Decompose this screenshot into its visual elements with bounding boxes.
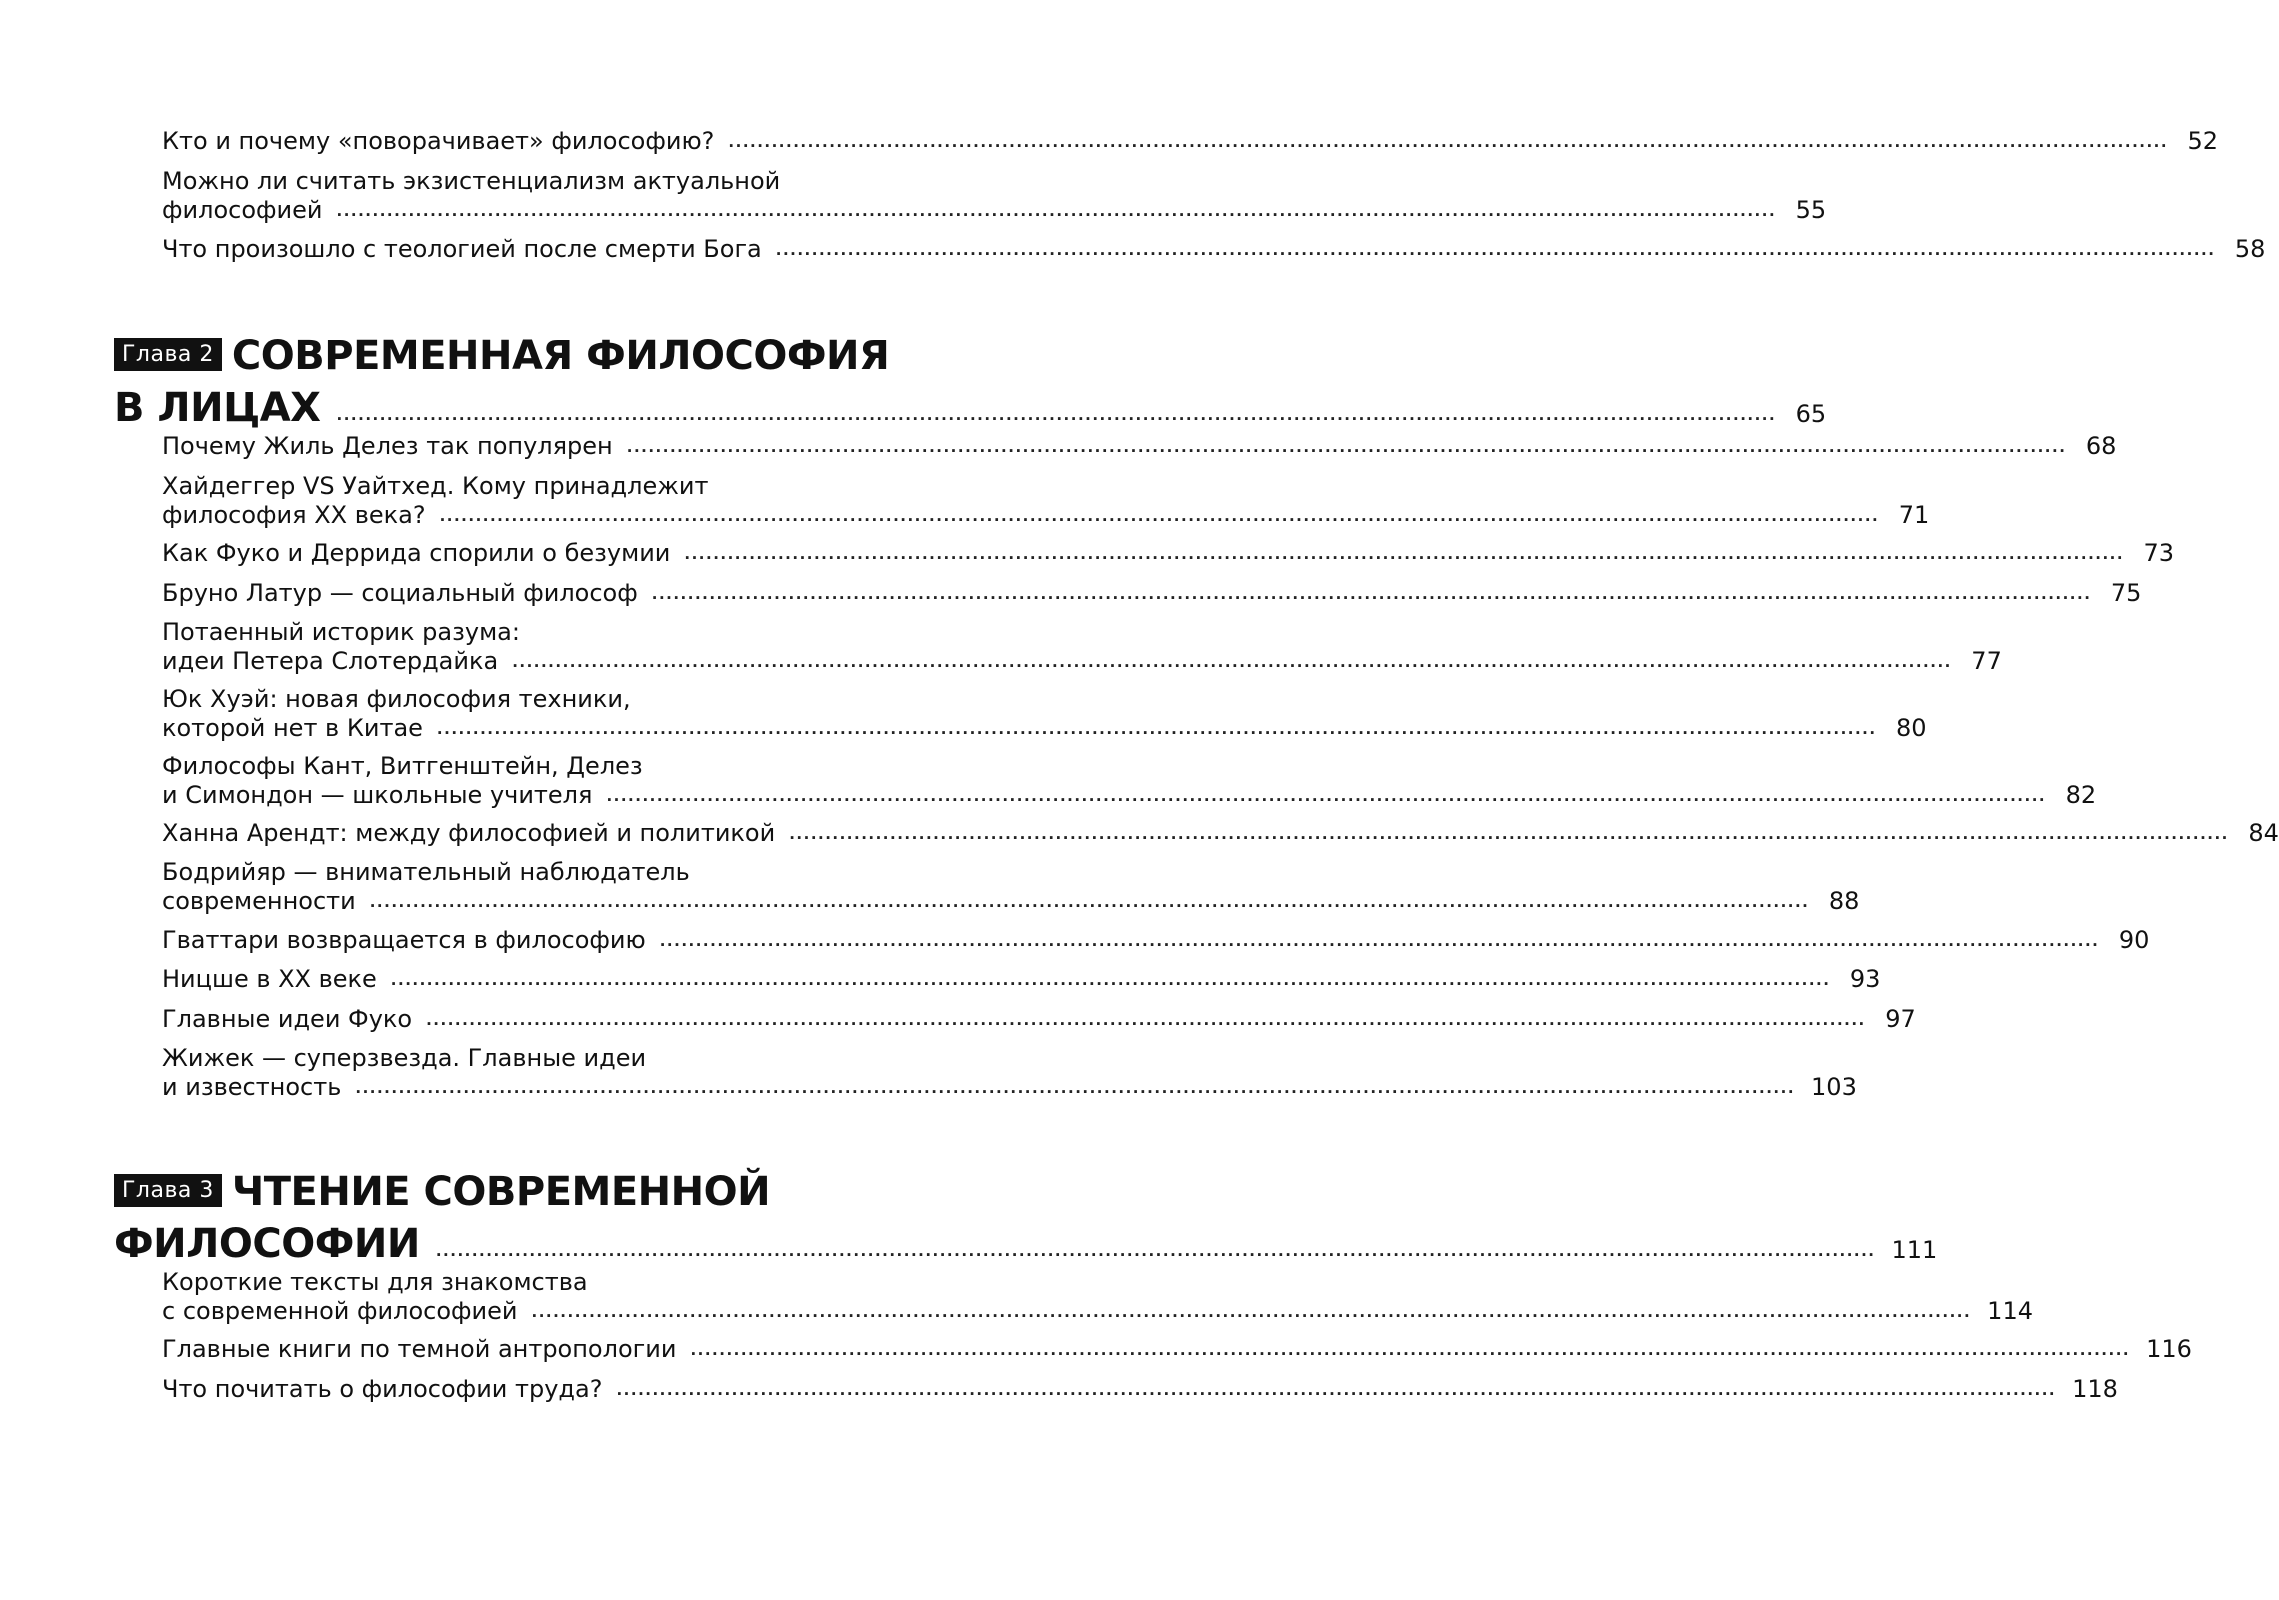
dot-leader: ........................................................................................................................................................................................................ (690, 1341, 2131, 1359)
toc-entry-title: Почему Жиль Делез так популярен (162, 432, 613, 460)
toc-entry[interactable] (162, 684, 1927, 742)
toc-entry-title-cont: философия ХХ века? (162, 501, 426, 529)
toc-entry[interactable] (162, 617, 2002, 675)
toc-entry[interactable] (162, 751, 2097, 809)
dot-leader: ........................................................................................................................................................................................................ (789, 825, 2229, 843)
toc-page-number: 88 (1828, 887, 1860, 915)
dot-leader: ........................................................................................................................................................................................................ (355, 1079, 1796, 1097)
chapter-page-number: 111 (1891, 1236, 1938, 1264)
dot-leader: ........................................................................................................................................................................................................ (336, 202, 1777, 220)
toc-entry-line (162, 234, 2266, 263)
toc-page-number: 73 (2143, 539, 2175, 567)
toc-page-number: 93 (1849, 965, 1881, 993)
toc-entry-title: Гваттари возвращается в философию (162, 926, 646, 954)
chapter-title-cont: В ЛИЦАХ (114, 385, 321, 431)
dot-leader: ........................................................................................................................................................................................................ (606, 787, 2047, 805)
toc-entry-line (162, 166, 868, 195)
toc-entry[interactable] (162, 1267, 2033, 1325)
toc-entry[interactable] (162, 1334, 2192, 1363)
toc-page-number: 82 (2065, 781, 2097, 809)
toc-entry-title: Ханна Арендт: между философией и политикой (162, 819, 776, 847)
toc-entry-line (162, 751, 868, 780)
toc-entry-line (162, 195, 1827, 224)
toc-page-number: 71 (1898, 501, 1930, 529)
toc-entry-title: Кто и почему «поворачивает» философию? (162, 127, 715, 155)
toc-entry-title: Бодрийяр — внимательный наблюдатель (162, 858, 690, 886)
chapter-heading-line (114, 376, 1827, 431)
toc-entry-title: Главные книги по темной антропологии (162, 1335, 677, 1363)
toc-page-number: 97 (1885, 1005, 1916, 1033)
toc-entry-title: Что произошло с теологией после смерти Бога (162, 235, 762, 263)
chapter-badge: Глава 2 (114, 338, 222, 371)
toc-entry-line (162, 1043, 868, 1072)
toc-entry[interactable] (162, 818, 2279, 847)
toc-entry-title: Короткие тексты для знакомства (162, 1268, 588, 1296)
chapter-heading[interactable] (114, 324, 1827, 431)
chapter-badge: Глава 3 (114, 1174, 222, 1207)
dot-leader: ........................................................................................................................................................................................................ (626, 438, 2067, 456)
toc-entry[interactable] (162, 925, 2150, 954)
toc-entry-line (162, 578, 2142, 607)
toc-page-number: 114 (1987, 1297, 2033, 1325)
toc-entry-line (162, 646, 2002, 675)
toc-entry-line (162, 1296, 2033, 1325)
toc-page-number: 58 (2234, 235, 2266, 263)
toc-page-number: 118 (2072, 1375, 2118, 1403)
dot-leader: ........................................................................................................................................................................................................ (775, 241, 2216, 259)
toc-entry-title: Ницше в ХХ веке (162, 965, 377, 993)
toc-entry-line (162, 126, 2219, 155)
toc-entry-line (162, 925, 2150, 954)
toc-entry-line (162, 431, 2117, 460)
dot-leader: ........................................................................................................................................................................................................ (439, 507, 1880, 525)
toc-entry-title: Хайдеггер VS Уайтхед. Кому принадлежит (162, 472, 709, 500)
toc-entry[interactable] (162, 126, 2219, 155)
chapter-heading[interactable] (114, 1160, 1938, 1267)
toc-entry-line (162, 964, 1881, 993)
toc-entry-line (162, 538, 2175, 567)
toc-entry-title: Потаенный историк разума: (162, 618, 520, 646)
toc-entry-line (162, 886, 1860, 915)
toc-entry-title-cont: с современной философией (162, 1297, 518, 1325)
toc-entry[interactable] (162, 431, 2117, 460)
toc-entry-title: Главные идеи Фуко (162, 1005, 413, 1033)
toc-entry-title: Можно ли считать экзистенциализм актуальной (162, 167, 781, 195)
toc-entry-title-cont: и Симондон — школьные учителя (162, 781, 593, 809)
dot-leader: ........................................................................................................................................................................................................ (390, 971, 1831, 989)
chapter-title-cont: ФИЛОСОФИИ (114, 1221, 420, 1267)
toc-page-number: 68 (2085, 432, 2117, 460)
toc-page-number: 55 (1795, 196, 1827, 224)
dot-leader: ........................................................................................................................................................................................................ (531, 1303, 1972, 1321)
toc-entry-title-cont: идеи Петера Слотердайка (162, 647, 499, 675)
dot-leader: ........................................................................................................................................................................................................ (512, 653, 1952, 671)
toc-entry-title-cont: и известность (162, 1073, 342, 1101)
toc-entry[interactable] (162, 964, 1881, 993)
toc-entry-title: Что почитать о философии труда? (162, 1375, 603, 1403)
dot-leader: ........................................................................................................................................................................................................ (684, 545, 2125, 563)
toc-entry[interactable] (162, 1043, 1857, 1101)
dot-leader: ........................................................................................................................................................................................................ (436, 720, 1877, 738)
chapter-title: СОВРЕМЕННАЯ ФИЛОСОФИЯ (231, 333, 890, 379)
toc-entry[interactable] (162, 538, 2175, 567)
chapter-page-number: 65 (1795, 400, 1827, 428)
toc-page-number: 75 (2110, 579, 2142, 607)
dot-leader: ........................................................................................................................................................................................................ (435, 1242, 1876, 1260)
dot-leader: ........................................................................................................................................................................................................ (616, 1381, 2057, 1399)
toc-entry-line (162, 684, 868, 713)
toc-entry-line (162, 1267, 868, 1296)
toc-entry[interactable] (162, 234, 2266, 263)
chapter-heading-line (114, 1212, 1938, 1267)
chapter-title: ЧТЕНИЕ СОВРЕМЕННОЙ (231, 1169, 771, 1215)
toc-entry[interactable] (162, 857, 1860, 915)
toc-entry-title-cont: которой нет в Китае (162, 714, 423, 742)
toc-page-number: 103 (1811, 1073, 1857, 1101)
toc-entry-title: Как Фуко и Деррида спорили о безумии (162, 539, 671, 567)
toc-entry-title: Юк Хуэй: новая философия техники, (162, 685, 631, 713)
toc-entry-line (162, 500, 1930, 529)
toc-entry-line (162, 1334, 2192, 1363)
toc-entry-line (162, 713, 1927, 742)
toc-entry-line (162, 471, 868, 500)
dot-leader: ........................................................................................................................................................................................................ (728, 133, 2169, 151)
toc-entry-line (162, 818, 2279, 847)
dot-leader: ........................................................................................................................................................................................................ (659, 932, 2100, 950)
dot-leader: ........................................................................................................................................................................................................ (336, 406, 1777, 424)
toc-entry[interactable] (162, 1374, 2118, 1403)
toc-entry-line (162, 1004, 1916, 1033)
toc-entry-title: Философы Кант, Витгенштейн, Делез (162, 752, 643, 780)
toc-entry-line (162, 617, 868, 646)
toc-page-number: 90 (2118, 926, 2150, 954)
toc-page-number: 116 (2146, 1335, 2192, 1363)
toc-page-number: 77 (1971, 647, 2002, 675)
toc-entry-title: Жижек — суперзвезда. Главные идеи (162, 1044, 647, 1072)
toc-entry-line (162, 857, 868, 886)
toc-page-number: 52 (2187, 127, 2219, 155)
toc-page-number: 84 (2248, 819, 2279, 847)
toc-entry-line (162, 1374, 2118, 1403)
toc-entry-title: Бруно Латур — социальный философ (162, 579, 638, 607)
toc-entry[interactable] (162, 1004, 1916, 1033)
toc-entry[interactable] (162, 471, 1930, 529)
dot-leader: ........................................................................................................................................................................................................ (651, 585, 2092, 603)
dot-leader: ........................................................................................................................................................................................................ (426, 1011, 1866, 1029)
chapter-heading-line (114, 324, 890, 379)
toc-entry-title-cont: философией (162, 196, 323, 224)
toc-entry[interactable] (162, 166, 1827, 224)
toc-entry-title-cont: современности (162, 887, 356, 915)
toc-page-number: 80 (1896, 714, 1927, 742)
dot-leader: ........................................................................................................................................................................................................ (369, 893, 1810, 911)
chapter-heading-line (114, 1160, 868, 1215)
toc-entry-line (162, 780, 2097, 809)
toc-entry[interactable] (162, 578, 2142, 607)
toc-entry-line (162, 1072, 1857, 1101)
